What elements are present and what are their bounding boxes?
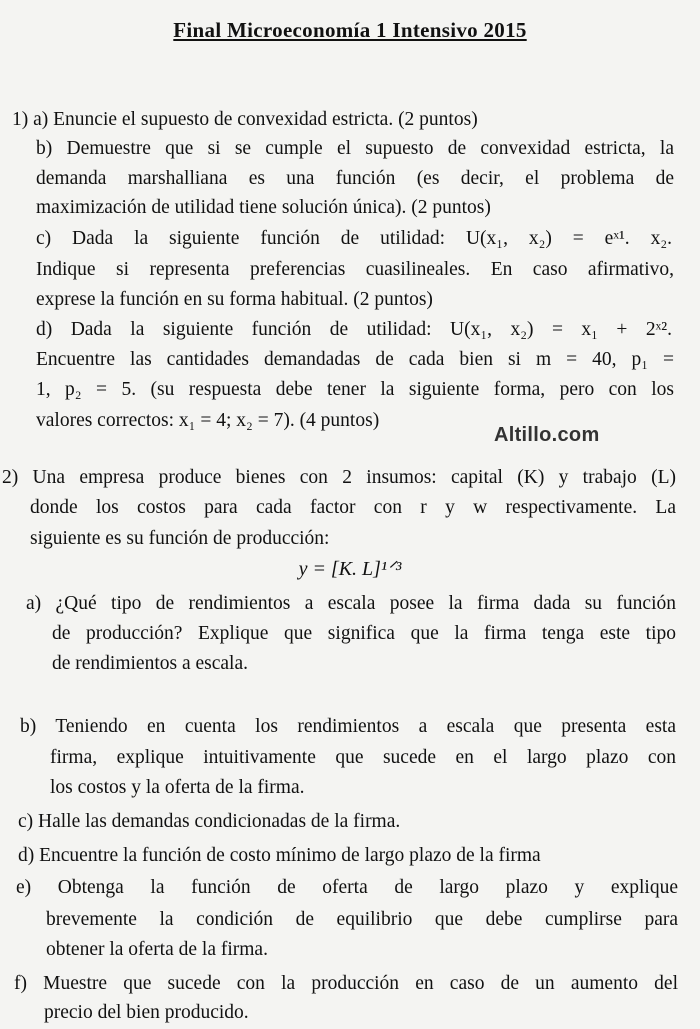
watermark: Altillo.com: [494, 424, 600, 446]
q1-line-7: exprese la función en su forma habitual. (2 puntos): [36, 289, 433, 310]
q2b-line-3: los costos y la oferta de la firma.: [50, 777, 305, 798]
exam-title: Final Microeconomía 1 Intensivo 2015: [173, 18, 527, 42]
q2e-line-2: brevemente la condición de equilibrio que debe cumplirse para: [46, 909, 678, 930]
production-function: y = [K. L]¹ᐟ³: [298, 558, 402, 580]
q1-line-9: Encuentre las cantidades demandadas de cada bien si m = 40, p₁ =: [36, 349, 674, 370]
q1-line-5: c) Dada la siguiente función de utilidad: U(x₁, x₂) = eˣ¹. x₂.: [36, 228, 672, 249]
q2d-line-1: d) Encuentre la función de costo mínimo de largo plazo de la firma: [18, 845, 541, 866]
q2-line-1: 2) Una empresa produce bienes con 2 insumos: capital (K) y trabajo (L): [2, 467, 676, 488]
q2e-line-3: obtener la oferta de la firma.: [46, 939, 268, 960]
q2-line-3: siguiente es su función de producción:: [30, 528, 330, 549]
q2f-line-2: precio del bien producido.: [44, 1002, 249, 1023]
q1-line-6: Indique si representa preferencias cuasilineales. En caso afirmativo,: [36, 259, 674, 280]
q2c-line-1: c) Halle las demandas condicionadas de la firma.: [18, 811, 401, 832]
q1-line-8: d) Dada la siguiente función de utilidad: U(x₁, x₂) = x₁ + 2ˣ².: [36, 319, 672, 340]
q2b-line-1: b) Teniendo en cuenta los rendimientos a escala que presenta esta: [20, 716, 676, 737]
q1-line-2: b) Demuestre que si se cumple el supuesto de convexidad estricta, la: [36, 138, 674, 159]
q1-line-3: demanda marshalliana es una función (es decir, el problema de: [36, 168, 674, 189]
q1-line-10: 1, p₂ = 5. (su respuesta debe tener la siguiente forma, pero con los: [36, 379, 674, 400]
q1-line-4: maximización de utilidad tiene solución única). (2 puntos): [36, 197, 491, 218]
q1-line-1: 1) a) Enuncie el supuesto de convexidad estricta. (2 puntos): [12, 109, 478, 130]
q2a-line-3: de rendimientos a escala.: [52, 653, 248, 674]
q2e-line-1: e) Obtenga la función de oferta de largo plazo y explique: [16, 877, 678, 898]
q2-line-2: donde los costos para cada factor con r y w respectivamente. La: [30, 497, 676, 518]
q1-line-11: valores correctos: x₁ = 4; x₂ = 7). (4 puntos): [36, 410, 380, 431]
q2a-line-2: de producción? Explique que significa que la firma tenga este tipo: [52, 623, 676, 644]
q2a-line-1: a) ¿Qué tipo de rendimientos a escala posee la firma dada su función: [26, 593, 676, 614]
q2b-line-2: firma, explique intuitivamente que sucede en el largo plazo con: [50, 747, 676, 768]
q2f-line-1: f) Muestre que sucede con la producción en caso de un aumento del: [14, 973, 678, 994]
